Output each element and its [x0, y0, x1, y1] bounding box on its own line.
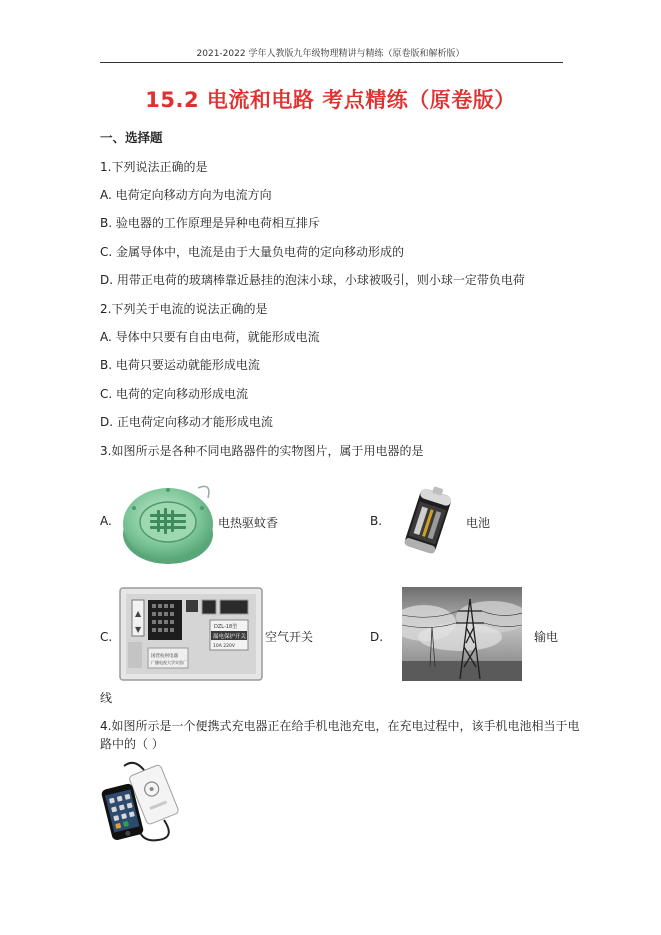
air-switch-maker-text: 国营杭州电器 — [151, 654, 178, 659]
air-switch-maker2-text: 广播电视大学实验厂 — [151, 660, 187, 665]
page-header: 2021-2022 学年人教版九年级物理精讲与精练（原卷版和解析版） — [196, 49, 465, 59]
q3-option-b-label: B. — [370, 514, 383, 528]
q3-option-a-label: A. — [100, 514, 112, 528]
q1-option-d: D. 用带正电荷的玻璃棒靠近悬挂的泡沫小球，小球被吸引，则小球一定带负电荷 — [100, 273, 525, 287]
q3-option-d-label: D. — [370, 630, 384, 644]
q2-option-d: D. 正电荷定向移动才能形成电流 — [100, 415, 273, 429]
air-switch-image — [118, 586, 264, 682]
q3-option-b-caption: 电池 — [466, 516, 491, 530]
header-rule — [100, 62, 563, 63]
q3-option-d-caption: 输电 — [534, 630, 559, 644]
q2-option-c: C. 电荷的定向移动形成电流 — [100, 387, 249, 401]
page-title: 15.2 电流和电路 考点精练（原卷版） — [145, 88, 516, 112]
q2-stem: 2.下列关于电流的说法正确的是 — [100, 302, 268, 316]
phone-charger-image — [100, 758, 182, 842]
svg-text:▲: ▲ — [135, 609, 142, 618]
q3-option-a-caption: 电热驱蚊香 — [218, 516, 279, 530]
q1-option-a: A. 电荷定向移动方向为电流方向 — [100, 188, 272, 202]
q1-option-b: B. 验电器的工作原理是异种电荷相互排斥 — [100, 216, 320, 230]
section-heading: 一、选择题 — [100, 130, 163, 145]
power-line-image — [402, 587, 522, 681]
q2-option-a: A. 导体中只要有自由电荷，就能形成电流 — [100, 330, 320, 344]
q3-option-c-caption: 空气开关 — [265, 630, 314, 644]
q4-stem-line1: 4.如图所示是一个便携式充电器正在给手机电池充电，在充电过程中，该手机电池相当于电 — [100, 719, 580, 733]
svg-text:▼: ▼ — [135, 625, 142, 634]
air-switch-name-text: 漏电保护开关 — [213, 634, 247, 640]
q3-option-c-label: C. — [100, 630, 113, 644]
air-switch-model-text: DZL-18型 — [214, 624, 238, 630]
q3-option-d-caption-wrap: 线 — [100, 691, 113, 705]
q4-stem-line2: 路中的（ ） — [100, 737, 164, 751]
q1-option-c: C. 金属导体中，电流是由于大量负电荷的定向移动形成的 — [100, 245, 405, 259]
q1-stem: 1.下列说法正确的是 — [100, 160, 208, 174]
air-switch-rating-text: 10A 220V — [213, 644, 235, 649]
battery-image — [392, 483, 464, 559]
q2-option-b: B. 电荷只要运动就能形成电流 — [100, 358, 260, 372]
q3-stem: 3.如图所示是各种不同电路器件的实物图片，属于用电器的是 — [100, 444, 424, 458]
mosquito-heater-image — [120, 478, 216, 568]
